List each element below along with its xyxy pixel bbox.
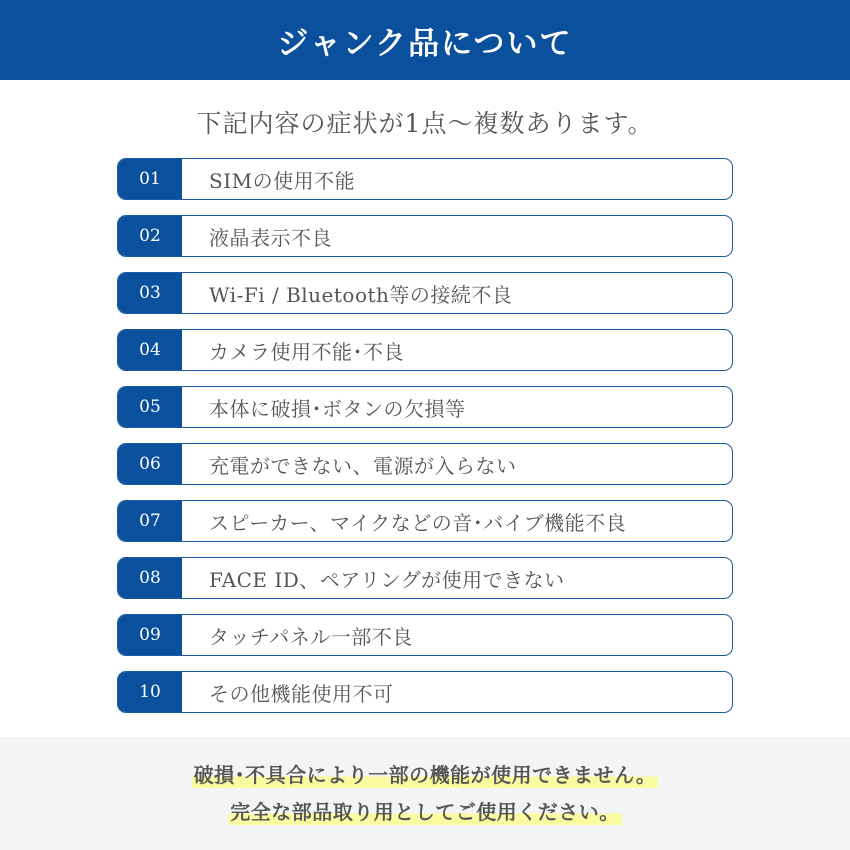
list-item <box>117 329 733 371</box>
footer-notice <box>0 737 850 850</box>
item-number: 09 <box>118 615 182 655</box>
item-number: 07 <box>118 501 182 541</box>
list-item <box>117 386 733 428</box>
item-label: 充電ができない、電源が入らない <box>209 453 517 478</box>
item-label: FACE ID、ペアリングが使用できない <box>209 567 565 592</box>
symptom-list <box>117 158 733 728</box>
list-item <box>117 500 733 542</box>
item-label: SIMの使用不能 <box>209 168 356 193</box>
header-banner <box>0 0 850 80</box>
item-number: 08 <box>118 558 182 598</box>
page-title: ジャンク品について <box>277 25 573 62</box>
item-number: 05 <box>118 387 182 427</box>
footer-line-2 <box>0 796 850 825</box>
item-label: カメラ使用不能･不良 <box>209 339 404 364</box>
item-label: 液晶表示不良 <box>209 225 332 250</box>
item-number: 03 <box>118 273 182 313</box>
item-label: 本体に破損･ボタンの欠損等 <box>209 396 466 421</box>
item-label: Wi-Fi / Bluetooth等の接続不良 <box>209 282 513 307</box>
item-label: スピーカー、マイクなどの音･バイブ機能不良 <box>209 510 627 535</box>
footer-text-2: 完全な部品取り用としてご使用ください。 <box>228 796 622 825</box>
item-number: 01 <box>118 159 182 199</box>
item-label: タッチパネル一部不良 <box>209 624 413 649</box>
list-item <box>117 557 733 599</box>
item-number: 02 <box>118 216 182 256</box>
list-item <box>117 671 733 713</box>
item-number: 04 <box>118 330 182 370</box>
item-number: 10 <box>118 672 182 712</box>
list-item <box>117 272 733 314</box>
list-item <box>117 158 733 200</box>
footer-text-1: 破損･不具合により一部の機能が使用できません。 <box>192 759 659 788</box>
list-item <box>117 614 733 656</box>
item-label: その他機能使用不可 <box>209 681 394 706</box>
list-item <box>117 215 733 257</box>
subtitle: 下記内容の症状が1点〜複数あります。 <box>196 109 654 138</box>
footer-line-1 <box>0 759 850 788</box>
item-number: 06 <box>118 444 182 484</box>
list-item <box>117 443 733 485</box>
